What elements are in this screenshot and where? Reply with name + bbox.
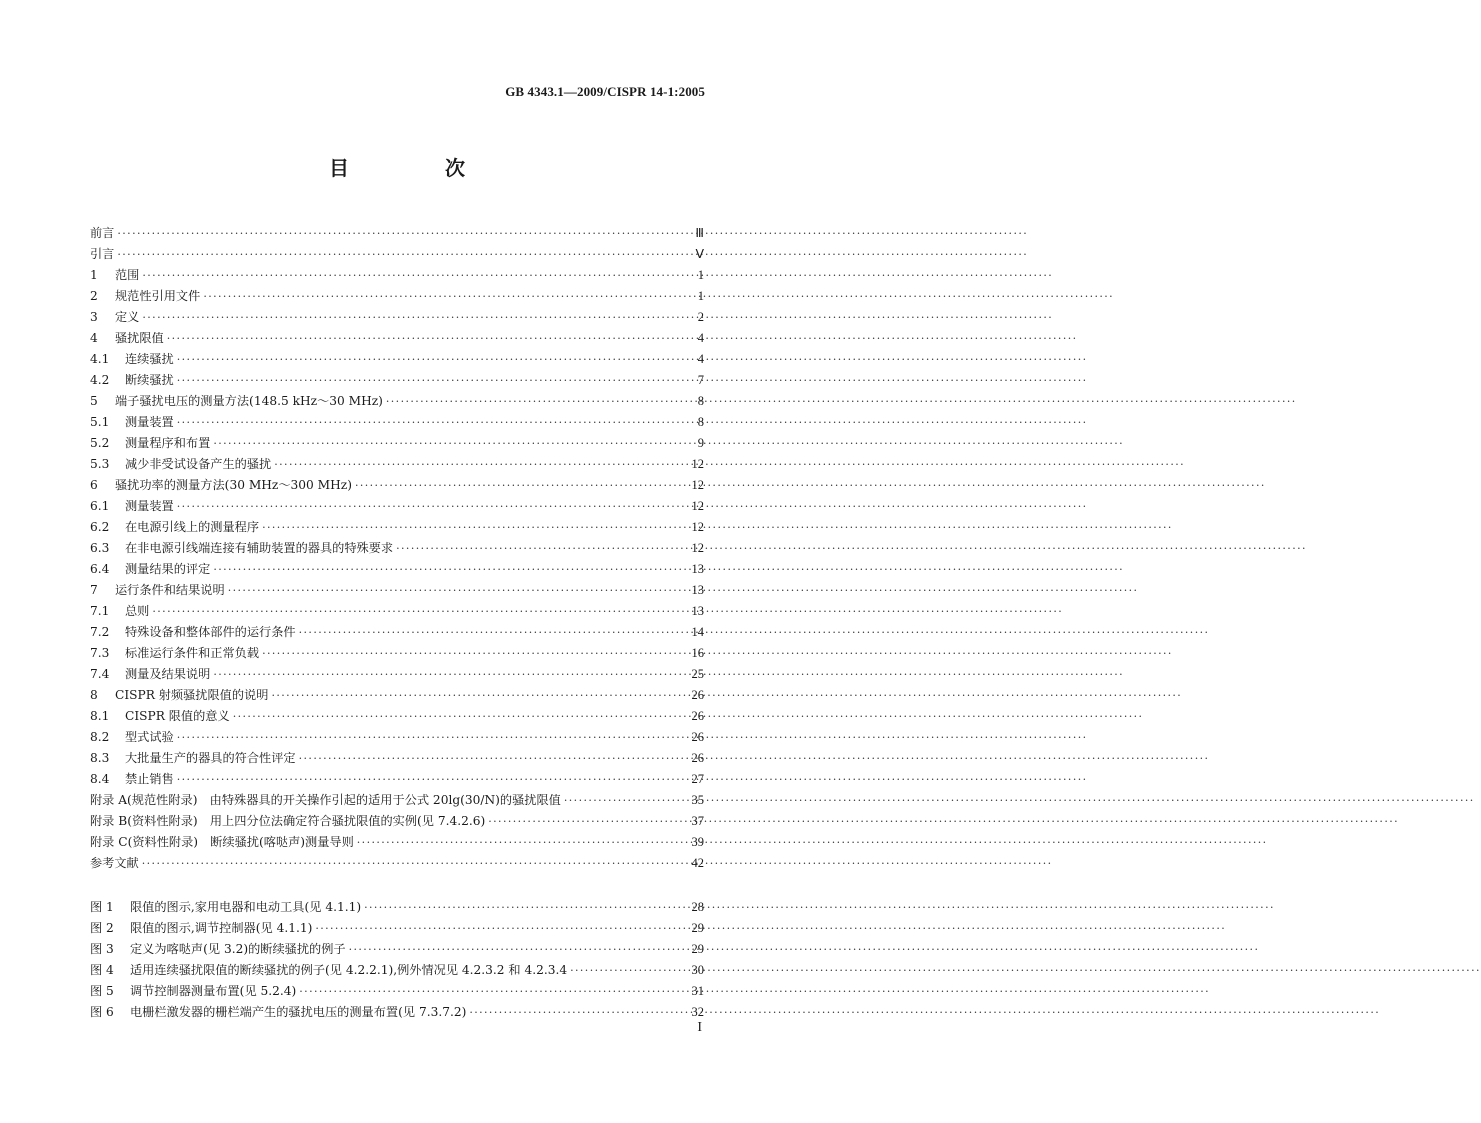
entry-page-number: Ⅴ (695, 247, 704, 261)
dot-leader (386, 394, 695, 409)
entry-number: 5.1 (90, 415, 110, 429)
entry-title: 限值的图示,调节控制器(见 4.1.1) (130, 921, 313, 935)
entry-number: 6.3 (90, 541, 110, 555)
toc-entry[interactable] (90, 682, 704, 703)
entry-title: 特殊设备和整体部件的运行条件 (125, 625, 296, 639)
entry-number: 8.4 (90, 772, 110, 786)
entry-number: 图 4 (90, 963, 114, 977)
dot-leader (274, 457, 688, 472)
entry-title: 测量结果的评定 (125, 562, 211, 576)
entry-number: 6 (90, 478, 98, 492)
entry-title: 范围 (115, 268, 140, 282)
dot-leader (177, 772, 689, 787)
entry-page-number: 32 (691, 1005, 704, 1019)
figure-entry[interactable] (90, 894, 704, 915)
entry-number: 7 (90, 583, 98, 597)
entry-page-number: 8 (697, 415, 704, 429)
entry-number: 7.3 (90, 646, 110, 660)
entry-page-number: 31 (691, 984, 704, 998)
entry-page-number: 12 (691, 541, 704, 555)
entry-page-number: 26 (691, 751, 704, 765)
entry-number: 4.1 (90, 352, 110, 366)
entry-number: 8 (90, 688, 98, 702)
entry-number: 5 (90, 394, 98, 408)
dot-leader (142, 310, 694, 325)
toc-entry[interactable] (90, 598, 704, 619)
entry-page-number: 16 (691, 646, 704, 660)
toc-entry[interactable] (90, 367, 704, 388)
toc-entry[interactable] (90, 535, 704, 556)
entry-page-number: 14 (691, 625, 704, 639)
dot-leader (213, 667, 688, 682)
entry-page-number: 26 (691, 709, 704, 723)
entry-number: 5.2 (90, 436, 110, 450)
dot-leader (167, 331, 695, 346)
entry-page-number: 25 (691, 667, 704, 681)
entry-title: 前言 (90, 226, 115, 240)
entry-page-number: 27 (691, 772, 704, 786)
entry-page-number: 12 (691, 499, 704, 513)
entry-number: 1 (90, 268, 98, 282)
entry-number: 6.1 (90, 499, 110, 513)
toc-entry[interactable] (90, 661, 704, 682)
dot-leader (299, 984, 688, 999)
entry-page-number: 29 (691, 921, 704, 935)
toc-entry[interactable] (90, 829, 704, 850)
entry-title: 参考文献 (90, 856, 139, 870)
toc-entry[interactable] (90, 577, 704, 598)
dot-leader (177, 373, 695, 388)
entry-page-number: 13 (691, 583, 704, 597)
footer-page-number: I (697, 1020, 702, 1035)
entry-title: 在电源引线上的测量程序 (125, 520, 260, 534)
entry-number: 8.1 (90, 709, 110, 723)
entry-page-number: 30 (691, 963, 704, 977)
dot-leader (488, 814, 688, 829)
entry-page-number: Ⅲ (695, 226, 704, 240)
entry-number: 图 3 (90, 942, 114, 956)
entry-page-number: 1 (697, 289, 704, 303)
entry-title: 大批量生产的器具的符合性评定 (125, 751, 296, 765)
dot-leader (469, 1005, 688, 1020)
toc-entry[interactable] (90, 850, 704, 871)
entry-number: 3 (90, 310, 98, 324)
entry-title: 测量程序和布置 (125, 436, 211, 450)
entry-title: 附录 B(资料性附录) 用上四分位法确定符合骚扰限值的实例(见 7.4.2.6) (90, 814, 486, 828)
dot-leader (564, 793, 689, 808)
entry-page-number: 4 (697, 331, 704, 345)
entry-title: 运行条件和结果说明 (115, 583, 225, 597)
entry-title: 限值的图示,家用电器和电动工具(见 4.1.1) (130, 900, 362, 914)
entry-title: 型式试验 (125, 730, 174, 744)
figure-entry[interactable] (90, 957, 704, 978)
toc-entry[interactable] (90, 430, 704, 451)
entry-title: CISPR 限值的意义 (125, 709, 230, 723)
toc-entry[interactable] (90, 220, 704, 241)
entry-title: 定义为喀哒声(见 3.2)的断续骚扰的例子 (130, 942, 346, 956)
entry-page-number: 2 (697, 310, 704, 324)
entry-number: 6.4 (90, 562, 110, 576)
dot-leader (396, 541, 688, 556)
toc-entry[interactable] (90, 451, 704, 472)
toc-entry[interactable] (90, 283, 704, 304)
entry-title: 减少非受试设备产生的骚扰 (125, 457, 272, 471)
header-code: GB 4343.1—2009/CISPR 14-1:2005 (505, 84, 705, 99)
figure-entry[interactable] (90, 936, 704, 957)
dot-leader (299, 751, 689, 766)
dot-leader (262, 646, 688, 661)
dot-leader (299, 625, 689, 640)
dot-leader (177, 415, 695, 430)
entry-number: 图 1 (90, 900, 114, 914)
entry-number: 4 (90, 331, 98, 345)
entry-page-number: 7 (697, 373, 704, 387)
toc-entry[interactable] (90, 619, 704, 640)
entry-page-number: 35 (691, 793, 704, 807)
dot-leader (355, 478, 689, 493)
toc-entry[interactable] (90, 346, 704, 367)
figures-list (90, 894, 704, 1020)
entry-title: 附录 C(资料性附录) 断续骚扰(喀哒声)测量导则 (90, 835, 354, 849)
entry-number: 4.2 (90, 373, 110, 387)
dot-leader (177, 352, 695, 367)
toc-entry[interactable] (90, 241, 704, 262)
entry-page-number: 4 (697, 352, 704, 366)
entry-title: 骚扰限值 (115, 331, 164, 345)
entry-page-number: 1 (697, 268, 704, 282)
entry-title: 测量装置 (125, 499, 174, 513)
entry-title: 引言 (90, 247, 115, 261)
toc-entry[interactable] (90, 808, 704, 829)
entry-page-number: 12 (691, 457, 704, 471)
entry-page-number: 26 (691, 730, 704, 744)
entry-page-number: 13 (691, 604, 704, 618)
dot-leader (271, 688, 688, 703)
entry-title: 附录 A(规范性附录) 由特殊器具的开关操作引起的适用于公式 20lg(30/N)的骚扰限值 (90, 793, 561, 807)
toc-entry[interactable] (90, 388, 704, 409)
dot-leader (570, 963, 688, 978)
entry-title: 总则 (125, 604, 150, 618)
toc-entry[interactable] (90, 556, 704, 577)
entry-title: 在非电源引线端连接有辅助装置的器具的特殊要求 (125, 541, 394, 555)
entry-page-number: 37 (691, 814, 704, 828)
figure-entry[interactable] (90, 999, 704, 1020)
entry-page-number: 39 (691, 835, 704, 849)
figure-entry[interactable] (90, 915, 704, 936)
contents-list (90, 220, 704, 871)
entry-page-number: 29 (691, 942, 704, 956)
entry-page-number: 9 (697, 436, 704, 450)
entry-page-number: 8 (697, 394, 704, 408)
dot-leader (357, 835, 689, 850)
dot-leader (228, 583, 689, 598)
entry-title: 电栅栏激发器的栅栏端产生的骚扰电压的测量布置(见 7.3.7.2) (130, 1005, 467, 1019)
dot-leader (364, 900, 688, 915)
dot-leader (142, 268, 694, 283)
dot-leader (142, 856, 689, 871)
entry-number: 8.2 (90, 730, 110, 744)
dot-leader (233, 709, 689, 724)
entry-number: 7.1 (90, 604, 110, 618)
entry-title: 标准运行条件和正常负载 (125, 646, 260, 660)
entry-title: 测量及结果说明 (125, 667, 211, 681)
toc-entry[interactable] (90, 262, 704, 283)
entry-number: 2 (90, 289, 98, 303)
entry-title: 断续骚扰 (125, 373, 174, 387)
entry-page-number: 12 (691, 478, 704, 492)
entry-number: 8.3 (90, 751, 110, 765)
toc-entry[interactable] (90, 724, 704, 745)
toc-entry[interactable] (90, 325, 704, 346)
dot-leader (117, 247, 692, 262)
figure-entry[interactable] (90, 978, 704, 999)
toc-entry[interactable] (90, 640, 704, 661)
entry-title: 定义 (115, 310, 140, 324)
entry-page-number: 12 (691, 520, 704, 534)
dot-leader (117, 226, 692, 241)
entry-number: 5.3 (90, 457, 110, 471)
entry-number: 7.2 (90, 625, 110, 639)
toc-entry[interactable] (90, 304, 704, 325)
entry-number: 图 6 (90, 1005, 114, 1019)
toc-entry[interactable] (90, 514, 704, 535)
entry-title: 禁止销售 (125, 772, 174, 786)
entry-title: CISPR 射频骚扰限值的说明 (115, 688, 269, 702)
dot-leader (213, 436, 694, 451)
toc-entry[interactable] (90, 409, 704, 430)
toc-entry[interactable] (90, 745, 704, 766)
entry-page-number: 26 (691, 688, 704, 702)
dot-leader (262, 520, 688, 535)
dot-leader (177, 730, 689, 745)
dot-leader (152, 604, 688, 619)
entry-title: 端子骚扰电压的测量方法(148.5 kHz～30 MHz) (115, 394, 383, 408)
dot-leader (203, 289, 694, 304)
toc-entry[interactable] (90, 703, 704, 724)
dot-leader (213, 562, 688, 577)
page-title: 目 次 (329, 156, 503, 180)
entry-page-number: 42 (691, 856, 704, 870)
entry-title: 适用连续骚扰限值的断续骚扰的例子(见 4.2.2.1),例外情况见 4.2.3.2 和 4.2.3.4 (130, 963, 568, 977)
dot-leader (315, 921, 688, 936)
entry-number: 6.2 (90, 520, 110, 534)
entry-title: 连续骚扰 (125, 352, 174, 366)
toc-entry[interactable] (90, 472, 704, 493)
toc-entry[interactable] (90, 787, 704, 808)
entry-number: 图 2 (90, 921, 114, 935)
entry-page-number: 13 (691, 562, 704, 576)
entry-page-number: 28 (691, 900, 704, 914)
entry-title: 骚扰功率的测量方法(30 MHz～300 MHz) (115, 478, 352, 492)
toc-entry[interactable] (90, 493, 704, 514)
entry-number: 7.4 (90, 667, 110, 681)
entry-title: 规范性引用文件 (115, 289, 201, 303)
entry-title: 测量装置 (125, 415, 174, 429)
dot-leader (349, 942, 689, 957)
entry-title: 调节控制器测量布置(见 5.2.4) (130, 984, 297, 998)
toc-entry[interactable] (90, 766, 704, 787)
entry-number: 图 5 (90, 984, 114, 998)
dot-leader (177, 499, 689, 514)
